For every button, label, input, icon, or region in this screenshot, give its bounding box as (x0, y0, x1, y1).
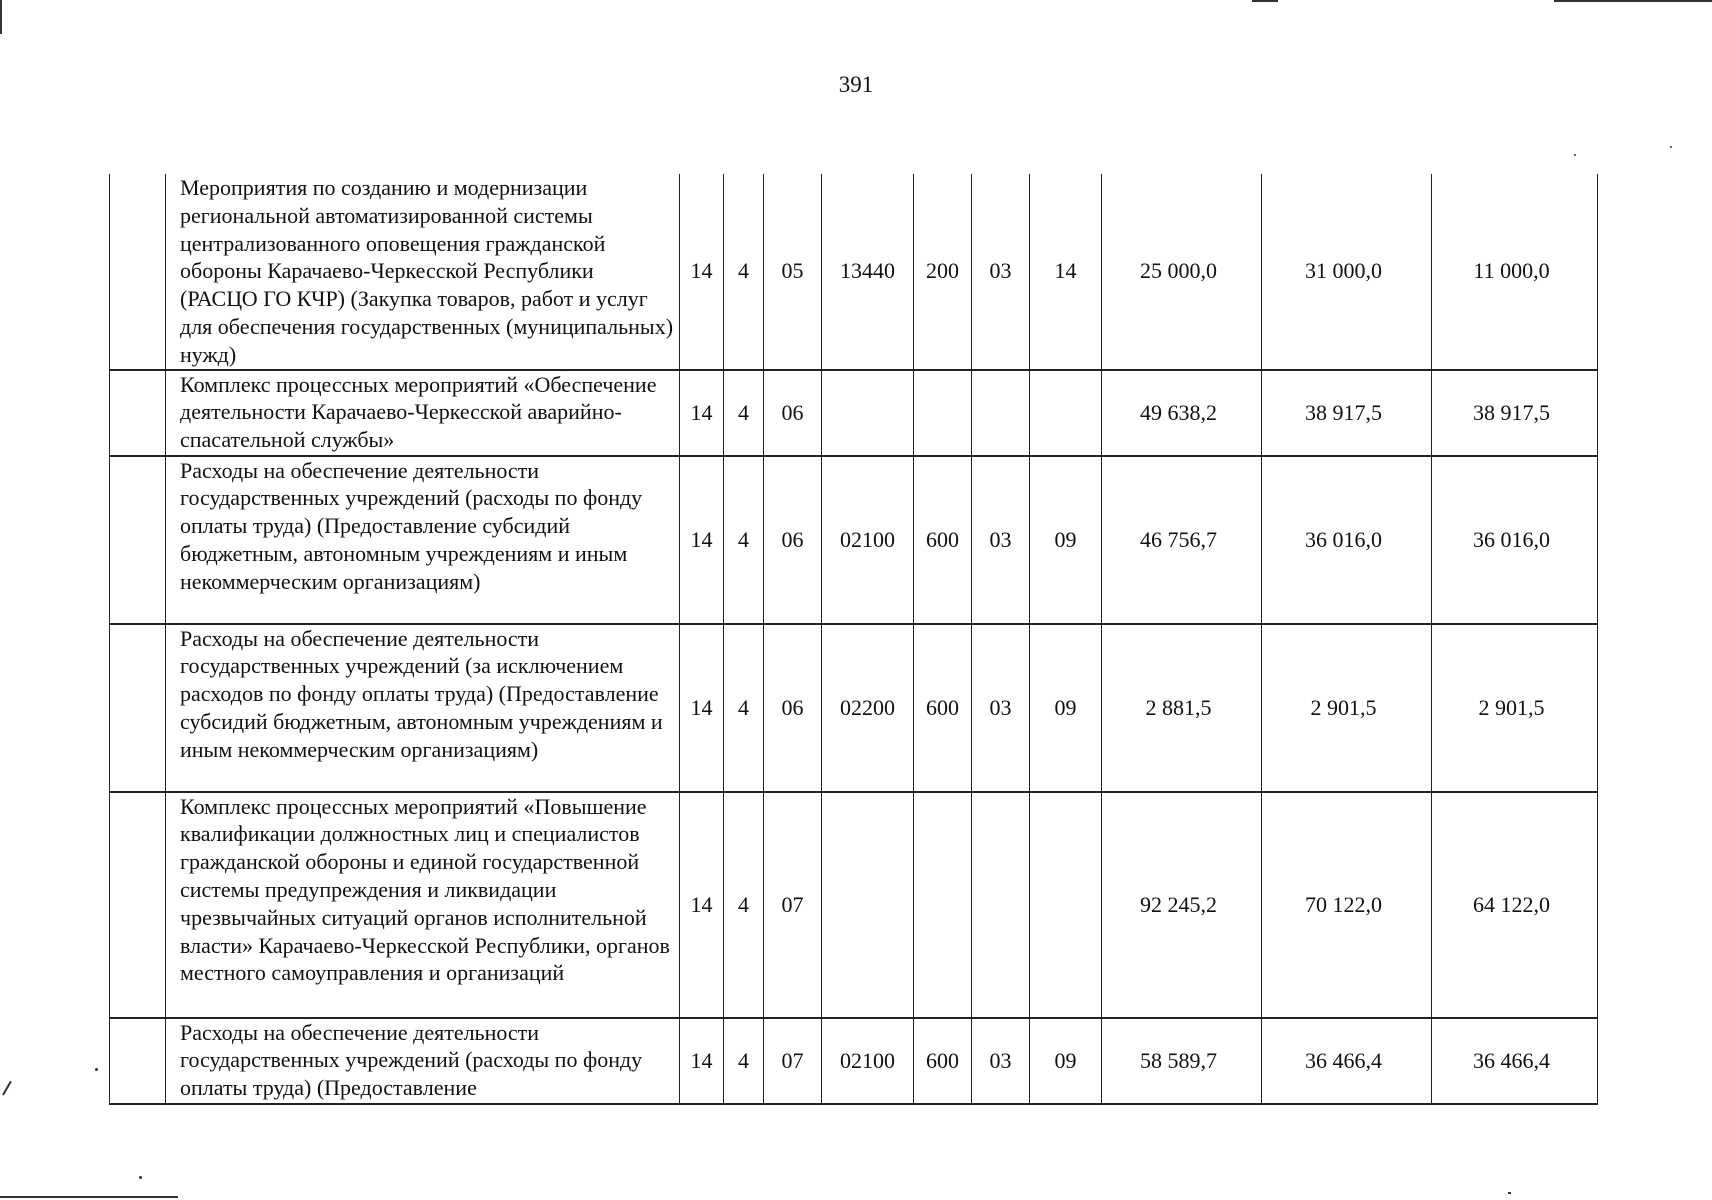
amount-cell: 2 881,5 (1102, 624, 1262, 792)
code-cell: 14 (680, 370, 724, 456)
amount-cell: 38 917,5 (1432, 370, 1598, 456)
amount-cell: 31 000,0 (1262, 174, 1432, 370)
code-cell: 14 (1030, 174, 1102, 370)
scan-mark (1252, 0, 1278, 2)
description-cell: Расходы на обеспечение деятельности государственных учреждений (расходы по фонду оплаты труда) (Предоставление субсидий бюджетным, автономным учреждениям и иным некоммерческим организациям) (166, 456, 680, 624)
code-cell: 600 (914, 1018, 972, 1104)
code-cell: 4 (724, 624, 764, 792)
code-cell: 03 (972, 456, 1030, 624)
table-row (110, 174, 1598, 370)
description-cell: Мероприятия по созданию и модернизации региональной автоматизированной системы централизованного оповещения гражданской обороны Карачаево-Черкесской Республики (РАСЦО ГО КЧР) (Закупка товаров, работ и услуг для обеспечения государственных (муниципальных) нужд) (166, 174, 680, 370)
code-cell: 09 (1030, 456, 1102, 624)
amount-cell: 2 901,5 (1262, 624, 1432, 792)
description-cell: Комплекс процессных мероприятий «Повышение квалификации должностных лиц и специалистов гражданской обороны и единой государственной системы предупреждения и ликвидации чрезвычайных ситуаций органов исполнительной власти» Карачаево-Черкесской Республики, органов местного самоуправления и организаций (166, 792, 680, 1018)
table-row (110, 624, 1598, 792)
code-cell: 14 (680, 174, 724, 370)
amount-cell: 11 000,0 (1432, 174, 1598, 370)
code-cell: 14 (680, 624, 724, 792)
amount-cell: 2 901,5 (1432, 624, 1598, 792)
code-cell: 02100 (822, 1018, 914, 1104)
table-row (110, 1018, 1598, 1104)
code-cell: 14 (680, 792, 724, 1018)
amount-cell: 36 016,0 (1262, 456, 1432, 624)
scan-mark (1554, 0, 1712, 2)
code-cell: 4 (724, 174, 764, 370)
table-row (110, 456, 1598, 624)
code-cell: 600 (914, 456, 972, 624)
description-cell: Комплекс процессных мероприятий «Обеспечение деятельности Карачаево-Черкесской аварийно-спасательной службы» (166, 370, 680, 456)
code-cell: 02100 (822, 456, 914, 624)
code-cell: 200 (914, 174, 972, 370)
code-cell: 14 (680, 456, 724, 624)
scan-mark (95, 1068, 98, 1071)
code-cell (972, 370, 1030, 456)
description-cell: Расходы на обеспечение деятельности государственных учреждений (расходы по фонду оплаты труда) (Предоставление (166, 1018, 680, 1104)
page-number: 391 (838, 72, 874, 97)
code-cell: 06 (764, 370, 822, 456)
code-cell: 03 (972, 1018, 1030, 1104)
amount-cell: 70 122,0 (1262, 792, 1432, 1018)
empty-cell (110, 174, 166, 370)
empty-cell (110, 456, 166, 624)
code-cell: 03 (972, 174, 1030, 370)
empty-cell (110, 792, 166, 1018)
code-cell: 09 (1030, 624, 1102, 792)
code-cell: 06 (764, 624, 822, 792)
scan-mark (0, 1196, 178, 1198)
amount-cell: 46 756,7 (1102, 456, 1262, 624)
code-cell: 07 (764, 792, 822, 1018)
code-cell (822, 370, 914, 456)
scan-mark (0, 0, 2, 34)
amount-cell: 36 016,0 (1432, 456, 1598, 624)
empty-cell (110, 370, 166, 456)
amount-cell: 64 122,0 (1432, 792, 1598, 1018)
code-cell (822, 792, 914, 1018)
code-cell (1030, 792, 1102, 1018)
code-cell: 02200 (822, 624, 914, 792)
code-cell: 06 (764, 456, 822, 624)
scan-mark (1670, 146, 1672, 148)
code-cell: 13440 (822, 174, 914, 370)
code-cell (1030, 370, 1102, 456)
scan-mark (139, 1176, 142, 1179)
amount-cell: 38 917,5 (1262, 370, 1432, 456)
amount-cell: 36 466,4 (1262, 1018, 1432, 1104)
amount-cell: 92 245,2 (1102, 792, 1262, 1018)
empty-cell (110, 1018, 166, 1104)
description-cell: Расходы на обеспечение деятельности государственных учреждений (за исключением расходов по фонду оплаты труда) (Предоставление субсидий бюджетным, автономным учреждениям и иным некоммерческим организациям) (166, 624, 680, 792)
code-cell: 03 (972, 624, 1030, 792)
code-cell (972, 792, 1030, 1018)
code-cell: 07 (764, 1018, 822, 1104)
empty-cell (110, 624, 166, 792)
code-cell: 14 (680, 1018, 724, 1104)
amount-cell: 49 638,2 (1102, 370, 1262, 456)
budget-table (109, 174, 1598, 1105)
code-cell: 4 (724, 1018, 764, 1104)
scan-mark (1574, 154, 1576, 156)
scan-mark (1508, 1192, 1511, 1194)
table-row (110, 792, 1598, 1018)
code-cell: 4 (724, 370, 764, 456)
code-cell: 05 (764, 174, 822, 370)
code-cell: 09 (1030, 1018, 1102, 1104)
table-row (110, 370, 1598, 456)
amount-cell: 25 000,0 (1102, 174, 1262, 370)
code-cell (914, 792, 972, 1018)
amount-cell: 58 589,7 (1102, 1018, 1262, 1104)
scan-mark (2, 1081, 11, 1096)
code-cell: 4 (724, 456, 764, 624)
code-cell: 4 (724, 792, 764, 1018)
amount-cell: 36 466,4 (1432, 1018, 1598, 1104)
code-cell (914, 370, 972, 456)
code-cell: 600 (914, 624, 972, 792)
